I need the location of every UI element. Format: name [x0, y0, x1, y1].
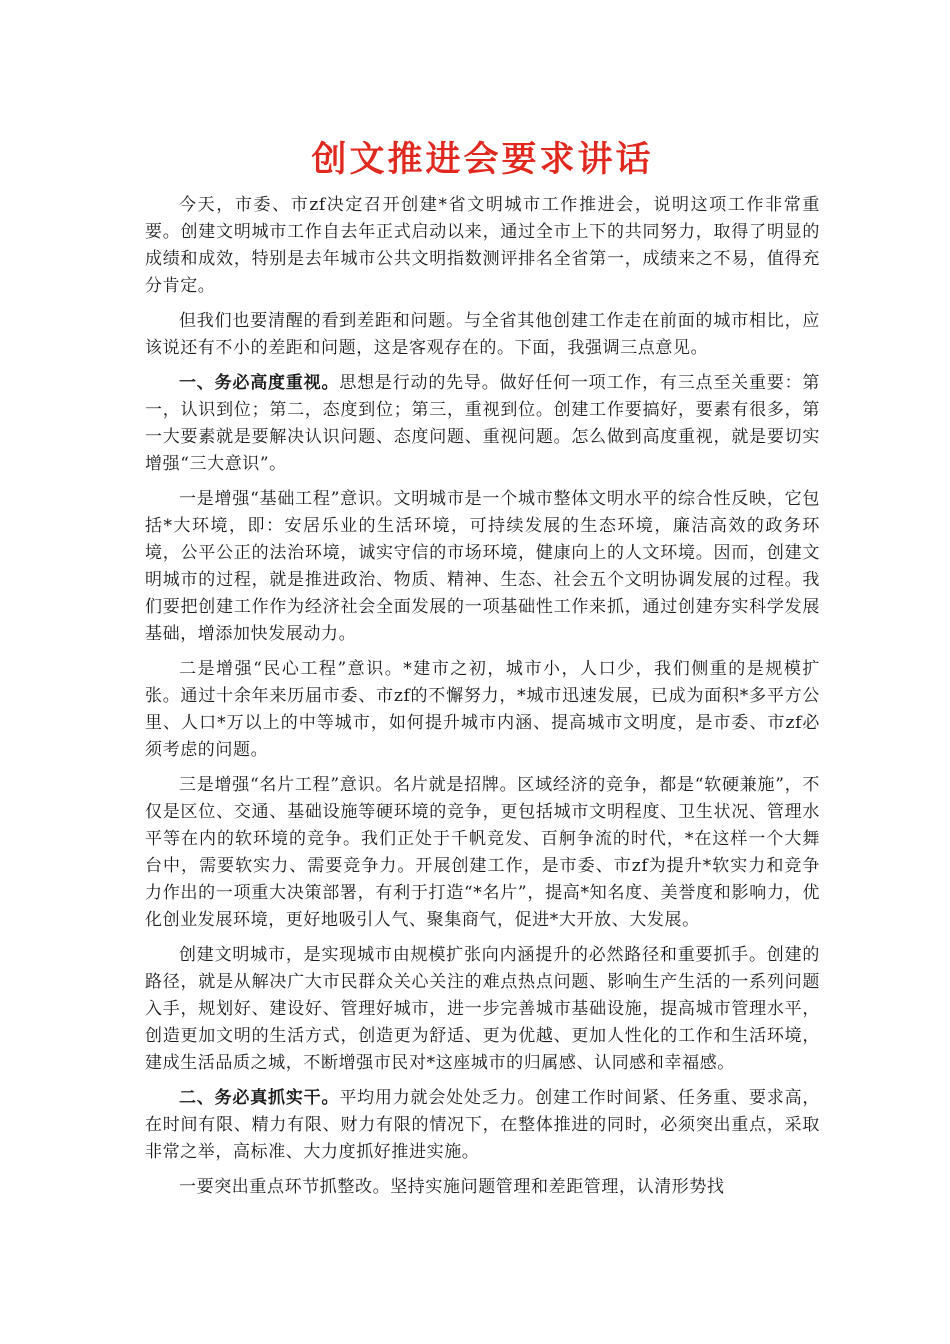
- paragraph-text: 一要突出重点环节抓整改。坚持实施问题管理和差距管理，认清形势找: [179, 1177, 725, 1197]
- document-title: 创文推进会要求讲话: [311, 139, 654, 180]
- paragraph-problems: [145, 308, 820, 362]
- paragraph-text: 但我们也要清醒的看到差距和问题。与全省其他创建工作走在前面的城市相比，应该说还有不小的差距和问题，这是客观存在的。下面，我强调三点意见。: [145, 311, 820, 358]
- paragraph-text: 平均用力就会处处乏力。创建工作时间紧、任务重、要求高，在时间有限、精力有限、财力有限的情况下，在整体推进的同时，必须突出重点，采取非常之举，高标准、大力度抓好推进实施。: [145, 1088, 821, 1162]
- document-page: [145, 138, 820, 1209]
- paragraph-text: 一是增强“基础工程”意识。文明城市是一个城市整体文明水平的综合性反映，它包括*大环境，即：安居乐业的生活环境，可持续发展的生态环境，廉洁高效的政务环境，公平公正的法治环境，诚实守信的市场环境，健康向上的人文环境。因而，创建文明城市的过程，就是推进政治、物质、精神、生态、社会五个文明协调发展的过程。我们要把创建工作作为经济社会全面发展的一项基础性工作来抓，通过创建夯实科学发展基础，增添加快发展动力。: [145, 489, 820, 644]
- paragraph-text: 三是增强“名片工程”意识。名片就是招牌。区域经济的竞争，都是“软硬兼施”，不仅是区位、交通、基础设施等硬环境的竞争，更包括城市文明程度、卫生状况、管理水平等在内的软环境的竞争。我们正处于千帆竞发、百舸争流的时代，*在这样一个大舞台中，需要软实力、需要竞争力。开展创建工作，是市委、市zf为提升*软实力和竞争力作出的一项重大决策部署，有利于打造“*名片”，提高*知名度、美誉度和影响力，优化创业发展环境，更好地吸引人气、聚集商气，促进*大开放、大发展。: [145, 775, 820, 930]
- paragraph-text: 今天，市委、市zf决定召开创建*省文明城市工作推进会，说明这项工作非常重要。创建文明城市工作自去年正式启动以来，通过全市上下的共同努力，取得了明显的成绩和成效，特别是去年城市公共文明指数测评排名全省第一，成绩来之不易，值得充分肯定。: [145, 195, 820, 296]
- paragraph-text: 二是增强“民心工程”意识。*建市之初，城市小，人口少，我们侧重的是规模扩张。通过十余年来历届市委、市zf的不懈努力，*城市迅速发展，已成为面积*多平方公里、人口*万以上的中等城市，如何提升城市内涵、提高城市文明度，是市委、市zf必须考虑的问题。: [145, 659, 820, 760]
- paragraph-people-project: [145, 656, 820, 764]
- paragraph-section-two: [145, 1085, 820, 1166]
- paragraph-section-one: [145, 370, 820, 478]
- paragraph-text: 创建文明城市，是实现城市由规模扩张向内涵提升的必然路径和重要抓手。创建的路径，就是从解决广大市民群众关心关注的难点热点问题、影响生产生活的一系列问题入手，规划好、建设好、管理好城市，进一步完善城市基础设施，提高城市管理水平，创造更加文明的生活方式，创造更为舒适、更为优越、更加人性化的工作和生活环境，建成生活品质之城，不断增强市民对*这座城市的归属感、认同感和幸福感。: [145, 945, 820, 1073]
- paragraph-key-rectification: [145, 1174, 820, 1201]
- paragraph-card-project: [145, 772, 820, 934]
- paragraph-civilized-city: [145, 942, 820, 1077]
- paragraph-basic-project: [145, 486, 820, 648]
- paragraph-text: 思想是行动的先导。做好任何一项工作，有三点至关重要：第一，认识到位；第二，态度到位；第三，重视到位。创建工作要搞好，要素有很多，第一大要素就是要解决认识问题、态度问题、重视问题。怎么做到高度重视，就是要切实增强“三大意识”。: [145, 373, 821, 474]
- paragraph-intro: [145, 192, 820, 300]
- section-heading: 二、务必真抓实干。: [179, 1088, 340, 1108]
- section-heading: 一、务必高度重视。: [179, 373, 340, 393]
